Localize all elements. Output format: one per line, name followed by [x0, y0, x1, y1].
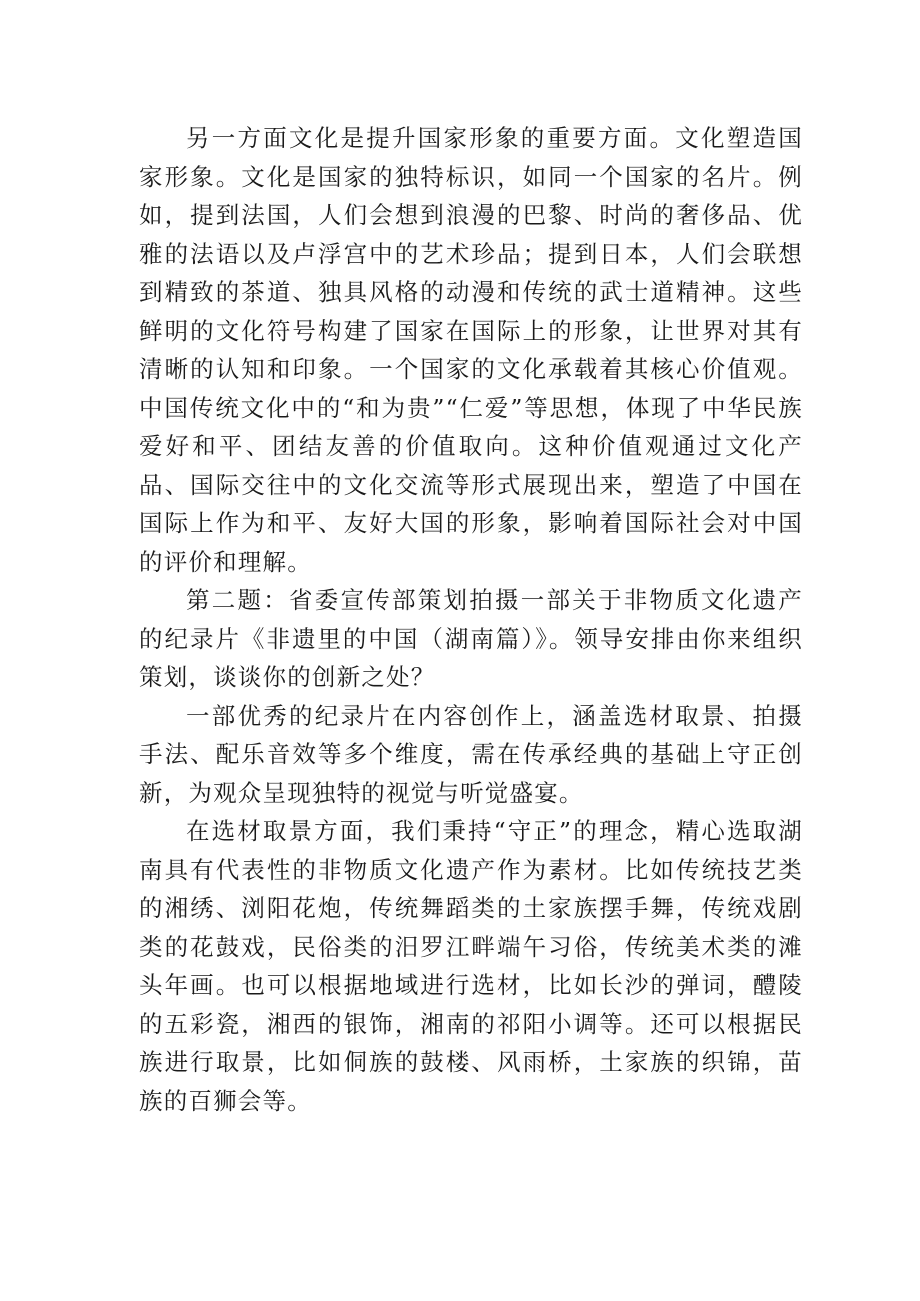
paragraph-documentary-overview: 一部优秀的纪录片在内容创作上，涵盖选材取景、拍摄手法、配乐音效等多个维度，需在传承经典的基础上守正创新，为观众呈现独特的视觉与听觉盛宴。: [139, 701, 803, 807]
paragraph-material-selection: 在选材取景方面，我们秉持“守正”的理念，精心选取湖南具有代表性的非物质文化遗产作为素材。比如传统技艺类的湘绣、浏阳花炮，传统舞蹈类的土家族摆手舞，传统戏剧类的花鼓戏，民俗类的汨罗江畔端午习俗，传统美术类的滩头年画。也可以根据地域进行选材，比如长沙的弹词，醴陵的五彩瓷，湘西的银饰，湘南的祁阳小调等。还可以根据民族进行取景，比如侗族的鼓楼、风雨桥，土家族的织锦，苗族的百狮会等。: [139, 817, 803, 1115]
paragraph-culture-national-image: 另一方面文化是提升国家形象的重要方面。文化塑造国家形象。文化是国家的独特标识，如同一个国家的名片。例如，提到法国，人们会想到浪漫的巴黎、时尚的奢侈品、优雅的法语以及卢浮宫中的艺术珍品；提到日本，人们会联想到精致的茶道、独具风格的动漫和传统的武士道精神。这些鲜明的文化符号构建了国家在国际上的形象，让世界对其有清晰的认知和印象。一个国家的文化承载着其核心价值观。中国传统文化中的“和为贵”“仁爱”等思想，体现了中华民族爱好和平、团结友善的价值取向。这种价值观通过文化产品、国际交往中的文化交流等形式展现出来，塑造了中国在国际上作为和平、友好大国的形象，影响着国际社会对中国的评价和理解。: [139, 124, 803, 576]
paragraph-question-two: 第二题：省委宣传部策划拍摄一部关于非物质文化遗产的纪录片《非遗里的中国（湖南篇）》。领导安排由你来组织策划，谈谈你的创新之处？: [139, 586, 803, 691]
document-body: [139, 119, 803, 1120]
